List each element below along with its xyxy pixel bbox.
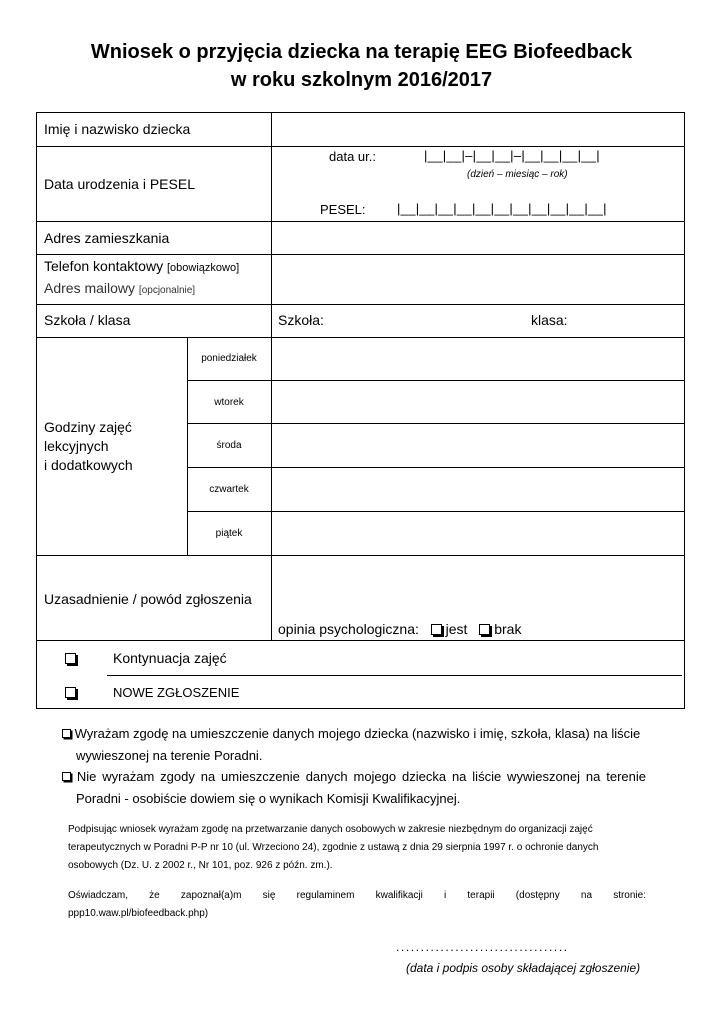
gdpr-statement xyxy=(68,821,646,875)
row-divider xyxy=(37,304,684,305)
continuation-label: Kontynuacja zajęć xyxy=(113,650,227,666)
signature-caption: (data i podpis osoby składającej zgłoszenie) xyxy=(406,961,641,975)
hours-label xyxy=(44,418,133,475)
address-label: Adres zamieszkania xyxy=(44,230,170,246)
opinion-yes-checkbox[interactable] xyxy=(431,624,442,635)
opinion-label: opinia psychologiczna: xyxy=(278,621,419,637)
row-divider xyxy=(37,555,684,556)
child-name-label: Imię i nazwisko dziecka xyxy=(44,121,191,137)
day-divider xyxy=(187,511,684,512)
consent-disagree-line-1: Nie wyrażam zgody na umieszczenie danych mojego dziecka na liście wywieszonej na terenie xyxy=(76,769,646,784)
hours-label-line-1: Godziny zajęć xyxy=(44,419,132,435)
consent-disagree xyxy=(62,766,646,810)
reason-field[interactable] xyxy=(273,557,683,613)
title-line-1: Wniosek o przyjęcia dziecka na terapię EEG Biofeedback xyxy=(90,41,633,63)
class-field-label[interactable]: klasa: xyxy=(531,312,568,328)
dob-pesel-label: Data urodzenia i PESEL xyxy=(44,176,195,192)
consent-agree xyxy=(62,723,646,767)
row-divider xyxy=(37,221,684,222)
opinion-no-label: brak xyxy=(494,621,522,637)
pesel-field[interactable]: |__|__|__|__|__|__|__|__|__|__|__| xyxy=(397,201,607,216)
opinion-yes-label: jest xyxy=(445,621,468,637)
option-divider xyxy=(107,675,682,676)
school-field-label[interactable]: Szkoła: xyxy=(278,312,324,328)
consent-agree-checkbox[interactable] xyxy=(62,729,71,738)
rules-line-1: Oświadczam, że zapoznał(a)m się regulaminem kwalifikacji i terapii (dostępny na stronie: xyxy=(68,890,646,901)
continuation-checkbox[interactable] xyxy=(65,653,76,664)
row-divider xyxy=(37,640,684,641)
rules-statement xyxy=(68,887,646,923)
school-class-label: Szkoła / klasa xyxy=(44,312,131,328)
contact-field[interactable] xyxy=(273,256,683,303)
opinion-row xyxy=(278,621,521,637)
opinion-no-checkbox[interactable] xyxy=(479,624,490,635)
child-name-field[interactable] xyxy=(273,114,683,145)
phone-label xyxy=(44,258,239,274)
hours-label-line-2: lekcyjnych xyxy=(44,438,109,454)
day-thursday: czwartek xyxy=(209,484,249,495)
consent-disagree-checkbox[interactable] xyxy=(62,772,71,781)
column-divider xyxy=(271,113,272,640)
dob-field[interactable]: |__|__|–|__|__|–|__|__|__|__| xyxy=(424,148,600,163)
email-label xyxy=(44,280,195,296)
gdpr-line-2: terapeutycznych w Poradni P-P nr 10 (ul. Wrzeciono 24), zgodnie z ustawą z dnia 29 sierpnia 1997 r. o ochronie danych xyxy=(68,842,599,853)
row-divider xyxy=(37,146,684,147)
consent-agree-line-2: wywieszonej na terenie Poradni. xyxy=(76,748,263,763)
consent-disagree-line-2: Poradni - osobiście dowiem się o wynikach Komisji Kwalifikacyjnej. xyxy=(76,791,461,806)
day-divider xyxy=(187,423,684,424)
rules-line-2: ppp10.waw.pl/biofeedback.php) xyxy=(68,908,209,919)
pesel-field-label: PESEL: xyxy=(320,202,366,217)
application-form xyxy=(36,112,685,709)
gdpr-line-1: Podpisując wniosek wyrażam zgodę na przetwarzanie danych osobowych w zakresie niezbędnym do organizacji zajęć xyxy=(68,824,593,835)
new-application-label: NOWE ZGŁOSZENIE xyxy=(113,685,240,700)
day-friday: piątek xyxy=(215,528,243,539)
day-divider xyxy=(187,380,684,381)
day-divider xyxy=(187,467,684,468)
day-tuesday: wtorek xyxy=(214,397,244,408)
phone-label-text: Telefon kontaktowy xyxy=(44,258,164,274)
email-label-text: Adres mailowy xyxy=(44,280,136,296)
address-field[interactable] xyxy=(273,223,683,253)
row-divider xyxy=(37,337,684,338)
hours-label-line-3: i dodatkowych xyxy=(44,457,133,473)
phone-required-note: [obowiązkowo] xyxy=(166,262,240,274)
day-wednesday: środa xyxy=(216,440,242,451)
signature-line[interactable]: ................................... xyxy=(396,940,569,954)
row-divider xyxy=(37,254,684,255)
day-monday: poniedziałek xyxy=(201,353,257,364)
dob-hint: (dzień – miesiąc – rok) xyxy=(467,169,568,180)
email-optional-note: [opcjonalnie] xyxy=(138,285,196,296)
reason-label: Uzasadnienie / powód zgłoszenia xyxy=(44,591,252,607)
new-application-checkbox[interactable] xyxy=(65,687,76,698)
title-line-2: w roku szkolnym 2016/2017 xyxy=(230,69,493,91)
gdpr-line-3: osobowych (Dz. U. z 2002 r., Nr 101, poz. 926 z późn. zm.). xyxy=(68,860,333,871)
consent-agree-line-1: Wyrażam zgodę na umieszczenie danych mojego dziecka (nazwisko i imię, szkoła, klasa) na liście xyxy=(74,726,641,741)
dob-field-label: data ur.: xyxy=(329,149,376,164)
page-title xyxy=(0,38,723,94)
